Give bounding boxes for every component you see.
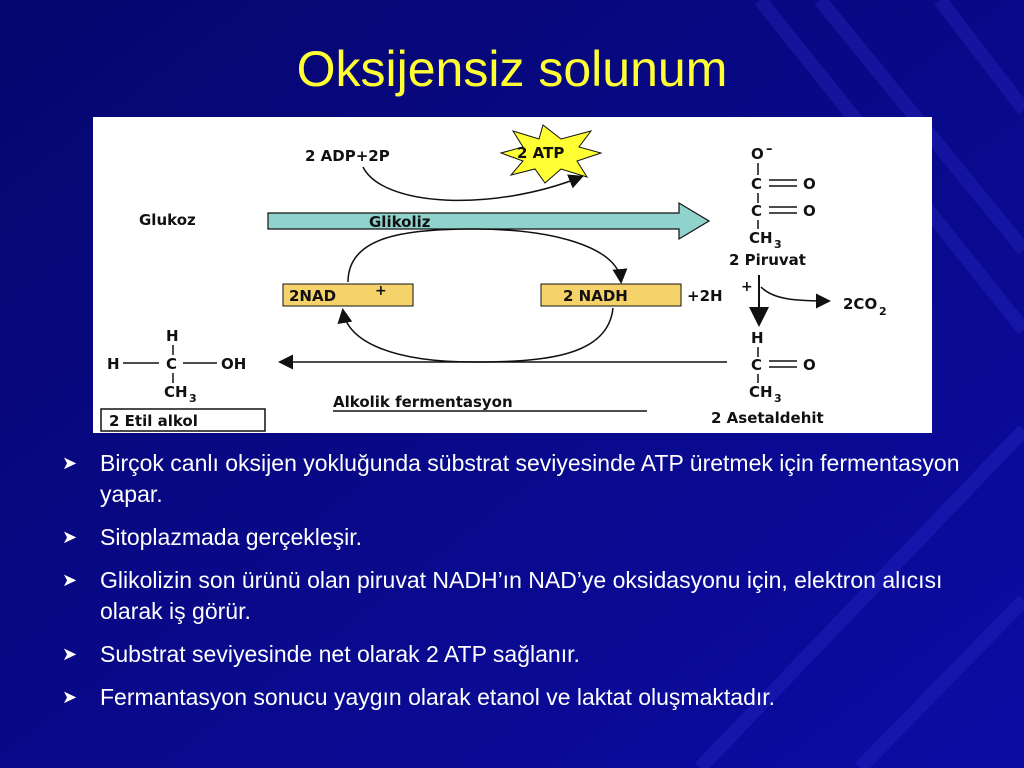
pyruvate-o-minus: O bbox=[751, 145, 764, 163]
glukoz-label: Glukoz bbox=[139, 211, 196, 229]
co2-sub: 2 bbox=[879, 305, 887, 318]
pyruvate-c2: C bbox=[751, 202, 763, 220]
bullet-text: Sitoplazmada gerçekleşir. bbox=[100, 524, 363, 550]
acetaldehyde-o: O bbox=[803, 356, 816, 374]
acetaldehyde-ch: CH bbox=[749, 383, 773, 401]
bullet-arrow-icon: ➤ bbox=[62, 453, 78, 473]
nad-sup: + bbox=[375, 283, 387, 299]
ethanol-oh: OH bbox=[221, 355, 247, 373]
bullet-arrow-icon: ➤ bbox=[62, 644, 78, 664]
nad-to-nadh-arrow bbox=[348, 229, 621, 282]
acetaldehyde-ch-sub: 3 bbox=[774, 392, 782, 405]
pyruvate-ch: CH bbox=[749, 229, 773, 247]
pyruvate-label: 2 Piruvat bbox=[729, 251, 806, 269]
bullet-item bbox=[62, 639, 962, 670]
nad-label: 2NAD bbox=[289, 287, 337, 305]
bullet-item bbox=[62, 565, 962, 627]
acetaldehyde-c: C bbox=[751, 356, 763, 374]
co2-arrow bbox=[761, 287, 828, 301]
bullet-list bbox=[62, 448, 962, 725]
bullet-text: Substrat seviyesinde net olarak 2 ATP sağlanır. bbox=[100, 641, 580, 667]
pyruvate-minus: – bbox=[766, 142, 773, 157]
atp-label: 2 ATP bbox=[517, 144, 565, 162]
ethanol-h-top: H bbox=[166, 327, 179, 345]
bullet-text: Birçok canlı oksijen yokluğunda sübstrat seviyesinde ATP üretmek için fermentasyon yapar. bbox=[100, 450, 960, 507]
pyruvate-c1: C bbox=[751, 175, 763, 193]
co2-label: 2CO bbox=[843, 295, 878, 313]
ethanol-ch-sub: 3 bbox=[189, 392, 197, 405]
bullet-item bbox=[62, 522, 962, 553]
ethanol-c: C bbox=[166, 355, 178, 373]
acetaldehyde-h: H bbox=[751, 329, 764, 347]
bullet-arrow-icon: ➤ bbox=[62, 687, 78, 707]
pyruvate-o1: O bbox=[803, 175, 816, 193]
glikoliz-arrow bbox=[268, 203, 709, 239]
pyruvate-ch-sub: 3 bbox=[774, 238, 782, 251]
nadh-to-nad-arrow bbox=[343, 308, 613, 362]
bullet-item bbox=[62, 448, 962, 510]
nadh-label: 2 NADH bbox=[563, 287, 628, 305]
acetaldehyde-label: 2 Asetaldehit bbox=[711, 409, 824, 427]
adp-label: 2 ADP+2P bbox=[305, 147, 390, 165]
bullet-item bbox=[62, 682, 962, 713]
fermentation-diagram bbox=[93, 117, 932, 433]
ethanol-ch: CH bbox=[164, 383, 188, 401]
etil-alkol-label: 2 Etil alkol bbox=[109, 412, 198, 430]
h2-label: +2H bbox=[687, 287, 723, 305]
bullet-text: Fermantasyon sonucu yaygın olarak etanol ve laktat oluşmaktadır. bbox=[100, 684, 776, 710]
h2-sup: + bbox=[741, 279, 753, 295]
bullet-text: Glikolizin son ürünü olan piruvat NADH’ın NAD’ye oksidasyonu için, elektron alıcısı olarak iş görür. bbox=[100, 567, 943, 624]
glikoliz-label: Glikoliz bbox=[369, 213, 431, 231]
alkolik-label: Alkolik fermentasyon bbox=[333, 393, 513, 411]
ethanol-h-left: H bbox=[107, 355, 120, 373]
bullet-arrow-icon: ➤ bbox=[62, 527, 78, 547]
bullet-arrow-icon: ➤ bbox=[62, 570, 78, 590]
slide-title: Oksijensiz solunum bbox=[296, 41, 728, 97]
pyruvate-o2: O bbox=[803, 202, 816, 220]
